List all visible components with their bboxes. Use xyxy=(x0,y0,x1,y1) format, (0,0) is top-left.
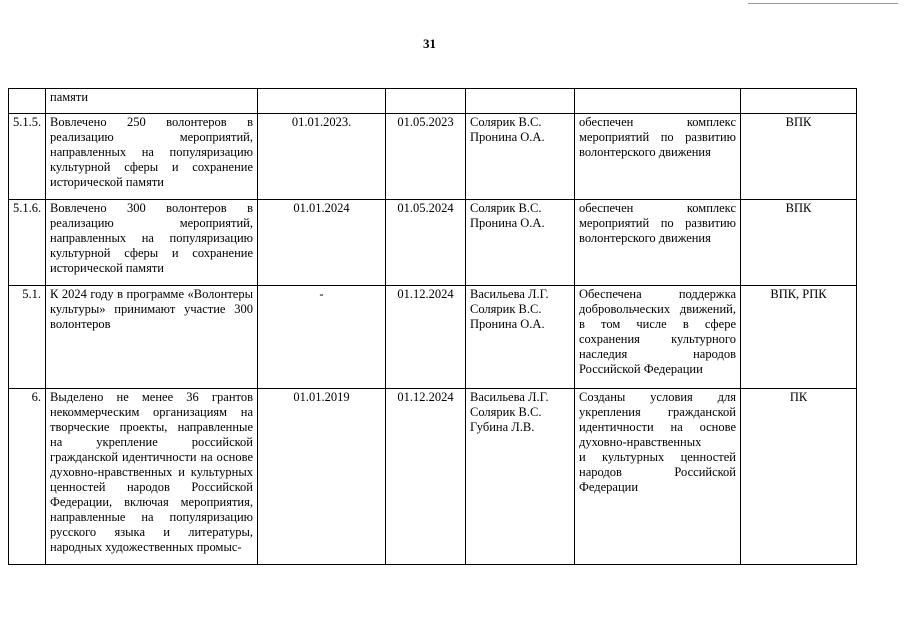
cell-start-date: - xyxy=(258,286,386,389)
cell-indicator: ВПК, РПК xyxy=(741,286,857,389)
cell-responsible: Солярик В.С. Пронина О.А. xyxy=(466,114,575,200)
cell-number xyxy=(9,89,46,114)
cell-result: обеспечен комплекс мероприятий по развитию волонтерского движения xyxy=(575,114,741,200)
cell-responsible xyxy=(466,89,575,114)
cell-start-date: 01.01.2024 xyxy=(258,200,386,286)
cell-number: 5.1. xyxy=(9,286,46,389)
cell-responsible: Васильева Л.Г. Солярик В.С. Пронина О.А. xyxy=(466,286,575,389)
cell-number: 5.1.6. xyxy=(9,200,46,286)
cell-start-date: 01.01.2023. xyxy=(258,114,386,200)
table-row xyxy=(9,200,857,286)
cell-responsible: Васильева Л.Г. Солярик В.С. Губина Л.В. xyxy=(466,389,575,565)
cell-start-date: 01.01.2019 xyxy=(258,389,386,565)
top-rule xyxy=(748,3,898,4)
cell-description: Выделено не менее 36 грантов некоммерческим организациям на творческие проекты, направленные на укрепление российской гражданской идентичности на основе духовно-нравственных и культурных ценностей народов Российской Федерации, включая мероприятия, направленные на популяризацию русского языка и литературы, народных художественных промыс- xyxy=(46,389,258,565)
cell-description: К 2024 году в программе «Волонтеры культуры» принимают участие 300 волонтеров xyxy=(46,286,258,389)
cell-end-date xyxy=(386,89,466,114)
cell-end-date: 01.05.2023 xyxy=(386,114,466,200)
cell-result: обеспечен комплекс мероприятий по развитию волонтерского движения xyxy=(575,200,741,286)
cell-number: 5.1.5. xyxy=(9,114,46,200)
table-row xyxy=(9,389,857,565)
cell-start-date xyxy=(258,89,386,114)
cell-indicator: ВПК xyxy=(741,200,857,286)
table-row xyxy=(9,286,857,389)
cell-result: Обеспечена поддержка добровольческих движений, в том числе в сфере сохранения культурного наследия народов Российской Федерации xyxy=(575,286,741,389)
cell-end-date: 01.05.2024 xyxy=(386,200,466,286)
page-number: 31 xyxy=(423,36,436,51)
table-row xyxy=(9,89,857,114)
plan-table xyxy=(8,88,857,565)
cell-indicator xyxy=(741,89,857,114)
cell-description: Вовлечено 250 волонтеров в реализацию мероприятий, направленных на популяризацию культурной сферы и сохранение исторической памяти xyxy=(46,114,258,200)
cell-description: Вовлечено 300 волонтеров в реализацию мероприятий, направленных на популяризацию культурной сферы и сохранение исторической памяти xyxy=(46,200,258,286)
table-row xyxy=(9,114,857,200)
cell-indicator: ВПК xyxy=(741,114,857,200)
cell-responsible: Солярик В.С. Пронина О.А. xyxy=(466,200,575,286)
cell-end-date: 01.12.2024 xyxy=(386,389,466,565)
cell-number: 6. xyxy=(9,389,46,565)
cell-end-date: 01.12.2024 xyxy=(386,286,466,389)
cell-result: Созданы условия для укрепления гражданской идентичности на основе духовно-нравственных и культурных ценностей народов Российской Федерации xyxy=(575,389,741,565)
cell-result xyxy=(575,89,741,114)
cell-description: памяти xyxy=(46,89,258,114)
cell-indicator: ПК xyxy=(741,389,857,565)
